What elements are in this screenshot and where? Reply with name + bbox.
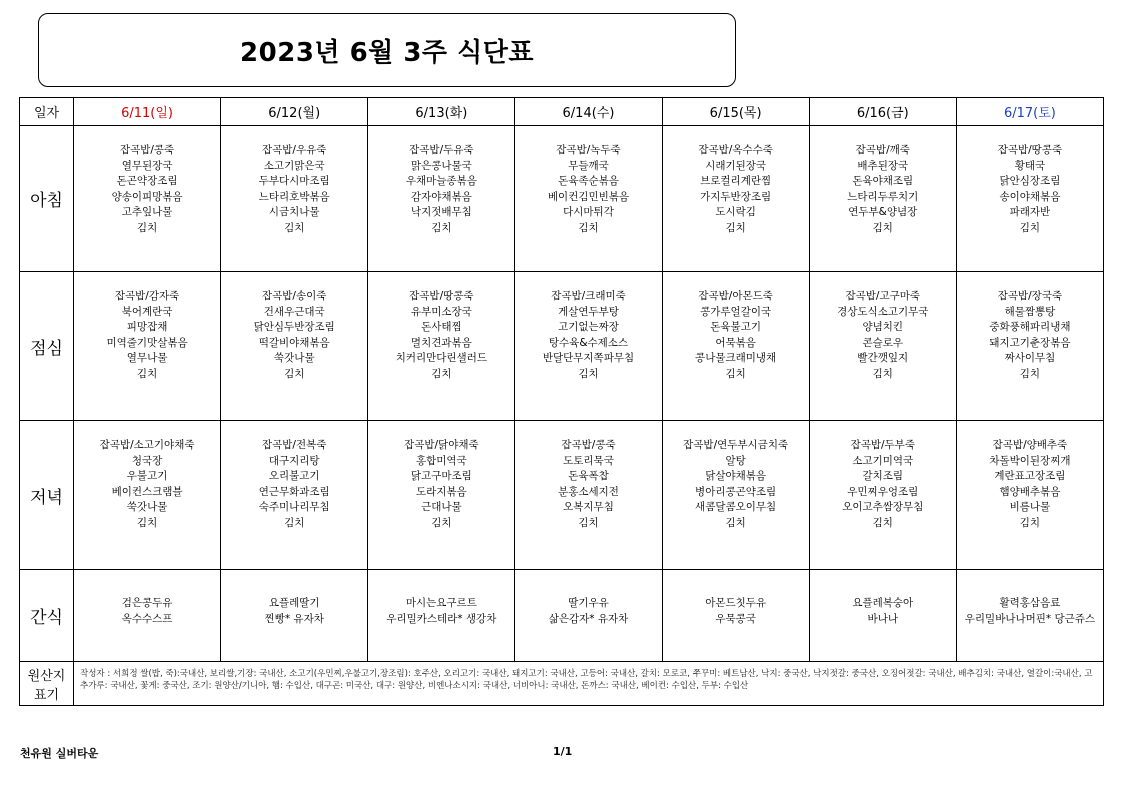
- menu-item: 찐빵* 유자차: [264, 612, 324, 625]
- menu-item: 배추된장국: [857, 159, 909, 172]
- menu-item: 김치: [431, 221, 452, 234]
- menu-item: 반달단무지쪽파무침: [542, 352, 635, 364]
- date-header-label: 일자: [20, 98, 74, 126]
- menu-item: 홍합미역국: [415, 454, 467, 467]
- menu-item: 피망잡채: [126, 321, 168, 333]
- menu-item: 황태국: [1014, 159, 1046, 172]
- menu-item: 김치: [284, 367, 305, 380]
- menu-item: 시래기된장국: [705, 159, 767, 172]
- menu-item: 우민찌우엉조림: [847, 485, 919, 498]
- menu-cell: [221, 272, 368, 421]
- menu-item: 요플레딸기: [268, 597, 320, 609]
- menu-item: 우리밀카스테라* 생강차: [386, 612, 497, 625]
- menu-item: 경상도식소고기무국: [837, 305, 929, 318]
- menu-item: 마시는요구르트: [405, 597, 477, 609]
- menu-item: 요플레복숭아: [852, 597, 914, 609]
- menu-item: 김치: [872, 516, 893, 529]
- menu-item: 햄양배추볶음: [999, 485, 1061, 498]
- menu-item: 닭안심장조림: [999, 175, 1061, 187]
- menu-item: 삶은감자* 유자차: [548, 612, 629, 625]
- menu-item: 잡곡밥/콩죽: [119, 144, 175, 156]
- menu-item: 돈육족순볶음: [558, 175, 619, 187]
- menu-item: 짜사이무침: [1004, 352, 1056, 364]
- menu-item: 잡곡밥/감자죽: [114, 290, 180, 302]
- menu-item: 게살연두부탕: [558, 305, 619, 318]
- menu-item: 차돌박이된장찌개: [989, 454, 1071, 467]
- menu-cell: [221, 570, 368, 662]
- menu-item: 건새우근대국: [263, 305, 325, 318]
- menu-item: 쑥갓나물: [126, 501, 168, 513]
- meal-label: 아침: [20, 126, 74, 272]
- footer-page-number: 1/1: [553, 745, 573, 758]
- menu-item: 잡곡밥/녹두죽: [556, 144, 621, 156]
- origin-row: [20, 662, 1104, 706]
- menu-item: 알탕: [725, 454, 746, 467]
- menu-item: 도토리묵국: [563, 454, 614, 467]
- menu-cell: [515, 126, 662, 272]
- menu-item: 대구지리탕: [268, 454, 320, 467]
- meal-label: 저녁: [20, 421, 74, 570]
- menu-item: 김치: [1019, 516, 1041, 529]
- menu-item: 베이컨스크램블: [111, 485, 183, 498]
- menu-cell: [809, 126, 956, 272]
- menu-item: 잡곡밥/연두부시금치죽: [683, 439, 789, 451]
- menu-item: 잡곡밥/땅콩죽: [997, 144, 1063, 156]
- menu-item: 돈육불고기: [710, 321, 761, 333]
- menu-item: 열무나물: [126, 352, 168, 364]
- menu-item: 돈사태찜: [421, 321, 462, 333]
- menu-item: 가지두반장조림: [700, 190, 772, 203]
- menu-item: 멸치견과볶음: [410, 336, 472, 349]
- origin-text: 작성자 : 서희정 쌀(밥, 죽):국내산, 보리쌀,기장: 국내산, 소고기(우민찌,우불고기,장조림): 호주산, 오리고기: 국내산, 돼지고기: 국내산, 고등어: 국내산, 갈치: 모로코, 쭈꾸미: 베트남산, 낙지: 중국산, 낙지젓갈: 중국산, 오징어젓갈: 국내산, 배추김치: 국내산, 열갈이:국내산, 고추가루: 국내산, 꽃게: 중국산, 조기: 원양산/기니아, 햄: 수입산, 대구곤: 미국산, 대구: 원양산, 비엔나소시지: 국내산, 너비아니: 국내산, 돈까스: 국내산, 베이컨: 수입산, 두부: 수입산: [74, 662, 1104, 706]
- menu-item: 김치: [1019, 367, 1041, 380]
- menu-cell: [515, 272, 662, 421]
- menu-item: 돈육폭찹: [568, 470, 609, 482]
- menu-item: 아몬드칫두유: [705, 597, 767, 609]
- menu-item: 김치: [431, 367, 452, 380]
- menu-item: 오이고추쌈장무침: [842, 501, 924, 513]
- menu-item: 근대나물: [421, 501, 462, 513]
- menu-item: 비름나물: [1009, 501, 1051, 513]
- menu-cell: [662, 570, 809, 662]
- menu-item: 검은콩두유: [121, 597, 173, 609]
- menu-item: 두부다시마조림: [258, 175, 330, 187]
- menu-item: 무들깨국: [568, 159, 609, 172]
- menu-item: 소고기미역국: [852, 454, 914, 467]
- title-box: [38, 13, 736, 87]
- menu-item: 떡갈비야채볶음: [258, 336, 330, 349]
- menu-item: 잡곡밥/전복죽: [262, 439, 327, 451]
- menu-item: 잡곡밥/장국죽: [997, 290, 1063, 302]
- menu-item: 양송이피망볶음: [111, 190, 183, 203]
- menu-item: 김치: [1019, 221, 1041, 234]
- menu-item: 김치: [136, 221, 158, 234]
- menu-item: 빨간깻잎지: [857, 352, 909, 364]
- menu-cell: [956, 570, 1103, 662]
- menu-item: 우묵콩국: [715, 612, 756, 625]
- menu-item: 잡곡밥/크래미죽: [551, 290, 626, 302]
- menu-item: 잡곡밥/닭야채죽: [404, 439, 479, 451]
- menu-item: 도시락김: [715, 206, 756, 218]
- menu-item: 감자야채볶음: [410, 190, 472, 203]
- menu-item: 느타리호박볶음: [258, 190, 330, 203]
- menu-item: 우리밀바나나머핀* 당근쥬스: [964, 612, 1096, 625]
- menu-cell: [956, 126, 1103, 272]
- menu-item: 김치: [136, 367, 158, 380]
- menu-item: 김치: [284, 221, 305, 234]
- menu-item: 소고기맑은국: [263, 159, 325, 172]
- day-header: 6/13(화): [368, 98, 515, 126]
- menu-cell: [809, 421, 956, 570]
- menu-item: 열무된장국: [121, 159, 173, 172]
- menu-cell: [662, 126, 809, 272]
- menu-item: 베이컨김민빈볶음: [547, 190, 630, 203]
- menu-item: 느타리두루치기: [847, 190, 919, 203]
- page-title: 2023년 6월 3주 식단표: [240, 37, 534, 68]
- menu-item: 오복지무침: [563, 501, 614, 513]
- menu-item: 콘슬로우: [862, 336, 904, 349]
- menu-cell: [74, 421, 221, 570]
- menu-cell: [368, 272, 515, 421]
- menu-item: 연두부&양념장: [848, 206, 918, 218]
- dinner-row: [20, 421, 1104, 570]
- menu-item: 치커리만다린샐러드: [395, 352, 487, 364]
- menu-item: 탕수육&수제소스: [548, 336, 629, 349]
- menu-item: 김치: [578, 516, 599, 529]
- menu-item: 낙지젓배무침: [410, 206, 472, 218]
- menu-cell: [74, 272, 221, 421]
- meal-label: 점심: [20, 272, 74, 421]
- menu-item: 잡곡밥/소고기야채죽: [99, 439, 195, 451]
- menu-item: 쑥갓나물: [273, 352, 315, 364]
- menu-cell: [221, 126, 368, 272]
- menu-item: 활력홍삼음료: [999, 597, 1061, 609]
- menu-item: 잡곡밥/양배추죽: [992, 439, 1068, 451]
- menu-item: 북어계란국: [121, 305, 173, 318]
- day-header: 6/11(일): [74, 98, 221, 126]
- menu-item: 송이야채볶음: [999, 190, 1061, 203]
- menu-item: 닭안심두반장조림: [253, 321, 335, 333]
- menu-item: 김치: [725, 516, 746, 529]
- menu-item: 잡곡밥/두유죽: [409, 144, 474, 156]
- menu-item: 갈치조림: [862, 470, 904, 482]
- menu-item: 김치: [284, 516, 305, 529]
- menu-item: 고기없는짜장: [558, 321, 619, 333]
- menu-item: 잡곡밥/옥수수죽: [698, 144, 773, 156]
- menu-item: 우불고기: [126, 470, 168, 482]
- menu-item: 김치: [578, 367, 599, 380]
- menu-item: 김치: [872, 221, 893, 234]
- menu-item: 닭고구마조림: [410, 470, 472, 482]
- menu-item: 맑은콩나물국: [410, 159, 472, 172]
- menu-cell: [809, 570, 956, 662]
- day-header: 6/14(수): [515, 98, 662, 126]
- menu-item: 김치: [725, 221, 746, 234]
- menu-item: 미역줄기맛살볶음: [106, 336, 188, 349]
- menu-item: 브로컬리계란찜: [700, 175, 772, 187]
- menu-item: 김치: [431, 516, 452, 529]
- menu-item: 바나나: [867, 612, 898, 625]
- menu-item: 양념치킨: [862, 321, 904, 333]
- menu-cell: [956, 272, 1103, 421]
- day-header: 6/15(목): [662, 98, 809, 126]
- menu-cell: [74, 126, 221, 272]
- menu-item: 잡곡밥/두부죽: [850, 439, 915, 451]
- menu-item: 계란표고장조림: [994, 470, 1066, 482]
- menu-item: 옥수수스프: [121, 612, 173, 625]
- menu-item: 김치: [136, 516, 158, 529]
- menu-cell: [515, 421, 662, 570]
- menu-cell: [221, 421, 368, 570]
- menu-item: 돼지고기춘장볶음: [989, 336, 1071, 349]
- menu-cell: [74, 570, 221, 662]
- menu-item: 김치: [725, 367, 746, 380]
- menu-item: 우채마늘종볶음: [405, 175, 477, 187]
- snack-row: [20, 570, 1104, 662]
- menu-item: 잡곡밥/고구마죽: [845, 290, 921, 302]
- menu-item: 잡곡밥/콩죽: [561, 439, 616, 451]
- menu-item: 잡곡밥/아몬드죽: [698, 290, 773, 302]
- menu-cell: [368, 570, 515, 662]
- header-row: [20, 98, 1104, 126]
- menu-item: 잡곡밥/우유죽: [262, 144, 327, 156]
- menu-cell: [368, 421, 515, 570]
- menu-cell: [662, 272, 809, 421]
- day-header: 6/17(토): [956, 98, 1103, 126]
- menu-cell: [809, 272, 956, 421]
- menu-item: 잡곡밥/땅콩죽: [409, 290, 474, 302]
- menu-item: 새콤달콤오이무침: [695, 501, 777, 513]
- menu-item: 딸기우유: [568, 597, 609, 609]
- menu-item: 어묵볶음: [715, 336, 756, 349]
- menu-cell: [956, 421, 1103, 570]
- menu-item: 고추잎나물: [121, 206, 173, 218]
- menu-item: 병아리콩곤약조림: [695, 485, 777, 498]
- origin-label: 원산지 표기: [20, 662, 74, 706]
- menu-item: 파래자반: [1009, 206, 1051, 218]
- breakfast-row: [20, 126, 1104, 272]
- day-header: 6/12(월): [221, 98, 368, 126]
- menu-item: 숙주미나리무침: [258, 501, 330, 513]
- menu-item: 연근무화과조림: [258, 485, 330, 498]
- menu-table: [19, 97, 1104, 706]
- menu-item: 도라지볶음: [415, 485, 467, 498]
- menu-item: 해물짬뽕탕: [1004, 305, 1056, 318]
- menu-item: 돈육야채조림: [852, 175, 914, 187]
- footer-org: 천유원 실버타운: [20, 747, 99, 760]
- menu-item: 돈곤약장조림: [116, 175, 178, 187]
- menu-item: 중화풍해파리냉채: [989, 321, 1071, 333]
- menu-cell: [662, 421, 809, 570]
- menu-item: 유부미소장국: [410, 305, 472, 318]
- menu-item: 김치: [872, 367, 893, 380]
- menu-item: 다시마튀각: [563, 206, 614, 218]
- menu-cell: [515, 570, 662, 662]
- menu-item: 콩나물크래미냉채: [695, 352, 777, 364]
- lunch-row: [20, 272, 1104, 421]
- meal-label: 간식: [20, 570, 74, 662]
- menu-item: 잡곡밥/송이죽: [262, 290, 327, 302]
- day-header: 6/16(금): [809, 98, 956, 126]
- menu-item: 닭살야채볶음: [705, 470, 767, 482]
- menu-item: 김치: [578, 221, 599, 234]
- menu-item: 청국장: [131, 454, 163, 467]
- menu-item: 시금치나물: [268, 206, 320, 218]
- menu-item: 잡곡밥/깨죽: [855, 144, 910, 156]
- menu-item: 오리불고기: [268, 470, 320, 482]
- menu-cell: [368, 126, 515, 272]
- menu-item: 콩가루얼갈이국: [700, 305, 772, 318]
- menu-item: 분홍소세지전: [558, 485, 619, 498]
